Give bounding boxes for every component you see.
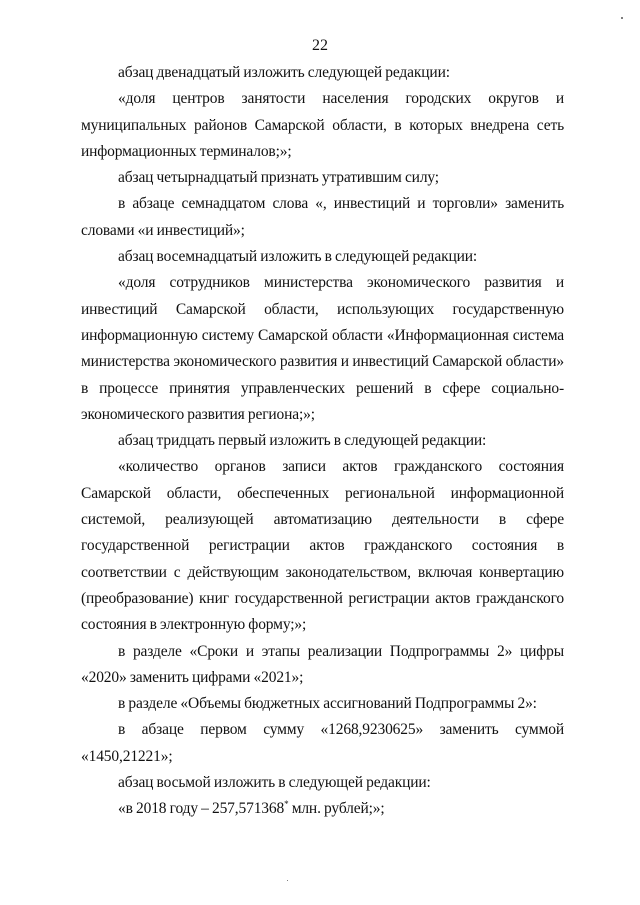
footnote-mark: * [284,799,289,810]
text-line: в разделе «Сроки и этапы реализации Подпрограммы 2» цифры [118,642,564,660]
text-line: соответствии с действующим законодательством, включая конвертацию [81,563,564,581]
text-line: абзац восемнадцатый изложить в следующей редакции: [118,248,478,266]
text-line: в абзаце семнадцатом слова «, инвестиций и торговли» заменить [118,195,564,213]
text-line: информационную систему Самарской области «Информационная система [81,326,564,344]
text-line: в абзаце первом сумму «1268,9230625» заменить суммой [118,721,564,739]
paragraph [81,270,564,428]
amount-unit-text: млн. рублей;»; [288,800,385,818]
scan-speck [621,17,623,19]
paragraph [81,60,564,86]
text-line: состояния в электронную форму;»; [81,616,307,634]
page-number: 22 [312,37,328,54]
text-line: экономического развития региона;»; [81,405,315,423]
text-line: абзац четырнадцатый признать утратившим силу; [118,169,439,187]
paragraph [81,428,564,454]
text-line: инвестиций Самарской области, использующих государственную [81,300,564,318]
paragraph [81,244,564,270]
text-line: в разделе «Объемы бюджетных ассигнований Подпрограммы 2»: [118,695,537,713]
text-line: «2020» заменить цифрами «2021»; [81,668,304,686]
text-line: муниципальных районов Самарской области, в которых внедрена сеть [81,116,564,134]
paragraph [81,770,564,796]
text-line: Самарской области, обеспеченных региональной информационной [81,484,564,502]
text-line: государственной регистрации актов гражданского состояния в [81,537,564,555]
paragraph [81,165,564,191]
text-line: в процессе принятия управленческих решений в сфере социально- [81,379,564,397]
paragraph [81,639,564,692]
text-line: «количество органов записи актов гражданского состояния [118,458,564,476]
paragraph [81,691,564,717]
text-line: (преобразование) книг государственной регистрации актов гражданского [81,589,564,607]
paragraph [81,86,564,165]
text-line: «доля центров занятости населения городских округов и [118,90,564,108]
text-line: абзац тридцать первый изложить в следующей редакции: [118,432,487,450]
amount-text: «в 2018 году – 257,571368 [118,800,285,818]
paragraph [81,454,564,638]
paragraph [81,191,564,244]
text-line: министерства экономического развития и инвестиций Самарской области» [81,353,564,371]
text-line: абзац двенадцатый изложить следующей редакции: [118,64,450,81]
text-line: информационных терминалов;»; [81,142,292,160]
text-line: «доля сотрудников министерства экономического развития и [118,274,564,292]
text-line: словами «и инвестиций»; [81,221,245,239]
text-line: «1450,21221»; [81,747,173,765]
document-body [81,60,564,823]
text-line: системой, реализующей автоматизацию деятельности в сфере [81,511,564,529]
text-line: абзац восьмой изложить в следующей редакции: [118,774,431,792]
paragraph [81,717,564,770]
scan-speck [287,880,288,881]
text-line-amount-2018 [81,796,564,822]
